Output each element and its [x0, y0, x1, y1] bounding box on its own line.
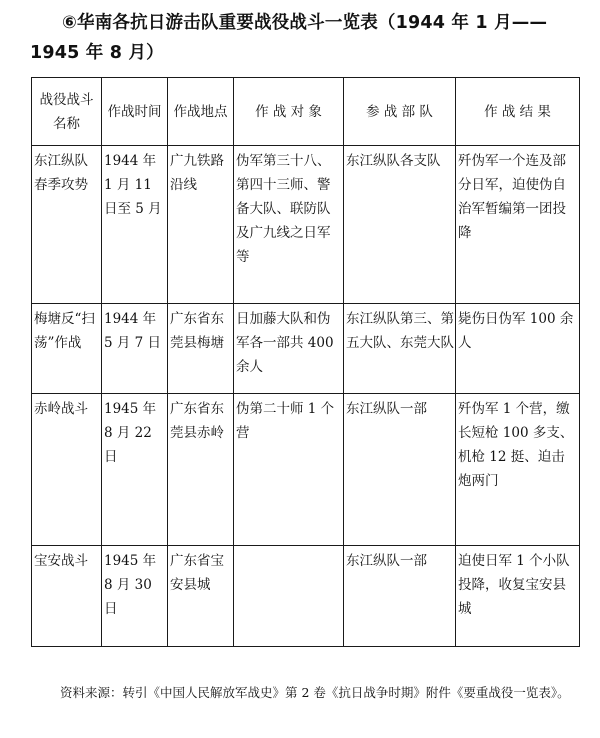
header-units: 参 战 部 队 — [344, 78, 456, 146]
table-title — [30, 8, 590, 68]
header-location: 作战地点 — [168, 78, 234, 146]
cell-time: 1944 年 5 月 7 日 — [102, 304, 168, 394]
table-row — [32, 304, 580, 394]
cell-units: 东江纵队一部 — [344, 546, 456, 647]
table-row — [32, 146, 580, 304]
cell-units: 东江纵队一部 — [344, 394, 456, 546]
header-result: 作 战 结 果 — [456, 78, 580, 146]
cell-units: 东江纵队各支队 — [344, 146, 456, 304]
cell-target: 日加藤大队和伪军各一部共 400 余人 — [234, 304, 344, 394]
cell-result: 迫使日军 1 个小队投降，收复宝安县城 — [456, 546, 580, 647]
source-note: 资料来源：转引《中国人民解放军战史》第 2 卷《抗日战争时期》附件《要重战役一览表》。 — [60, 685, 570, 700]
table-row — [32, 546, 580, 647]
cell-result: 歼伪军一个连及部分日军，迫使伪自治军暂编第一团投降 — [456, 146, 580, 304]
cell-location: 广九铁路沿线 — [168, 146, 234, 304]
cell-time: 1945 年 8 月 30 日 — [102, 546, 168, 647]
title-line-1: ⑥华南各抗日游击队重要战役战斗一览表（1944 年 1 月—— — [62, 13, 548, 33]
cell-result: 歼伪军 1 个营，缴长短枪 100 多支、机枪 12 挺、迫击炮两门 — [456, 394, 580, 546]
cell-units: 东江纵队第三、第五大队、东莞大队 — [344, 304, 456, 394]
cell-target: 伪第二十师 1 个营 — [234, 394, 344, 546]
cell-battle-name: 赤岭战斗 — [32, 394, 102, 546]
cell-battle-name: 东江纵队春季攻势 — [32, 146, 102, 304]
cell-target: 伪军第三十八、第四十三师、警备大队、联防队及广九线之日军等 — [234, 146, 344, 304]
cell-battle-name: 宝安战斗 — [32, 546, 102, 647]
header-time: 作战时间 — [102, 78, 168, 146]
cell-result: 毙伤日伪军 100 余人 — [456, 304, 580, 394]
title-line-2: 1945 年 8 月） — [30, 43, 164, 63]
table-header-row — [32, 78, 580, 146]
cell-location: 广东省东莞县赤岭 — [168, 394, 234, 546]
cell-battle-name: 梅塘反“扫荡”作战 — [32, 304, 102, 394]
cell-location: 广东省宝安县城 — [168, 546, 234, 647]
header-battle-name: 战役战斗名称 — [32, 78, 102, 146]
cell-time: 1944 年 1 月 11 日至 5 月 — [102, 146, 168, 304]
cell-location: 广东省东莞县梅塘 — [168, 304, 234, 394]
battles-table — [31, 77, 580, 647]
cell-target — [234, 546, 344, 647]
table-row — [32, 394, 580, 546]
header-target: 作 战 对 象 — [234, 78, 344, 146]
cell-time: 1945 年 8 月 22 日 — [102, 394, 168, 546]
